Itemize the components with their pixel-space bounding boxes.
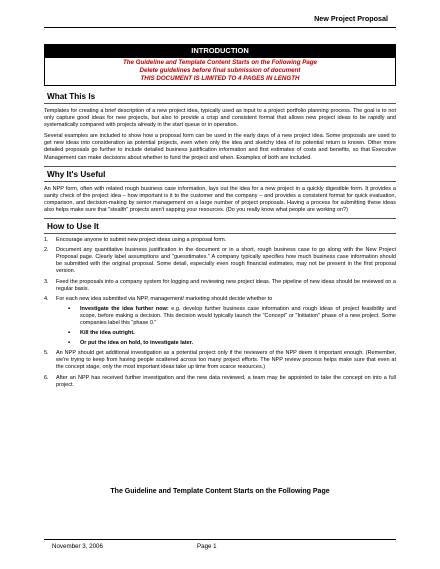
document-body	[44, 44, 396, 389]
list-number: 1.	[44, 237, 49, 244]
what-paragraph-1: Templates for creating a brief description of a new project idea, typically used as input to a project portfolio planning process. The goal is to not only capture good ideas for new projects, but also to provide a crisp and consistent format that allows new project ideas to be rapidly and systematically compared with projects already in the start queue or in operation.	[44, 108, 396, 129]
list-text: Encourage anyone to submit new project ideas using a proposal form.	[56, 237, 227, 244]
list-text: For each new idea submitted via NPP, management/ marketing should decide whether to	[56, 295, 273, 302]
list-number: 2.	[44, 247, 49, 254]
footer-date: November 3, 2006	[52, 543, 103, 550]
list-item	[44, 350, 396, 371]
how-steps-list-continued	[44, 350, 396, 388]
footer-page-number: Page 1	[197, 543, 217, 550]
closing-note: The Guideline and Template Content Starts on the Following Page	[110, 488, 330, 495]
list-text: After an NPP has received further investigation and the new data reviewed, a team may be appointed to take the concept on into a full project.	[56, 374, 396, 388]
list-text: Document any quantitative business justification in the document or in a short, rough business case to go along with the New Project Proposal page. Clearly label assumptions and "guesstimates." A company typically specifies how much business case information should be submitted with the original proposal. Some detail, especially even rough financial estimates, may not be present in the first proposal version.	[56, 247, 396, 275]
section-heading-how-to-use: How to Use It	[44, 218, 396, 234]
bullet-text	[80, 330, 396, 337]
bullet-bold-text: Or put the idea on hold, to investigate later.	[80, 340, 194, 347]
list-item	[44, 279, 396, 293]
bullet-text	[80, 306, 396, 327]
square-bullet-icon: ▪	[68, 330, 71, 337]
list-number: 6.	[44, 374, 49, 381]
intro-line-2: Delete guidelines before final submission of document	[139, 67, 301, 74]
section-heading-why-useful: Why It's Useful	[44, 166, 396, 182]
list-number: 5.	[44, 350, 49, 357]
list-number: 3.	[44, 278, 49, 285]
bullet-rest-text: e.g. develop further business case information and rough ideas of project feasibility and scope, before making a decision. This decision would typically launch the "Concept" or "Initiation" phase of a new project. Some companies label this "phase 0."	[80, 305, 396, 326]
intro-line-1: The Guideline and Template Content Starts on the Following Page	[122, 59, 317, 66]
bullet-item	[68, 330, 396, 337]
bullet-item	[68, 306, 396, 327]
list-item	[44, 237, 396, 244]
list-number: 4.	[44, 295, 49, 302]
document-header-title: New Project Proposal	[314, 14, 388, 23]
intro-line-3: THIS DOCUMENT IS LIMITED TO 4 PAGES IN LENGTH	[140, 75, 300, 82]
list-text: Feed the proposals into a company system for logging and reviewing new project ideas. The pipeline of new ideas should be reviewed on a regular basis.	[56, 278, 396, 292]
decision-bullet-list	[68, 306, 396, 347]
list-item	[44, 375, 396, 389]
header-rule	[44, 27, 396, 28]
what-paragraph-2: Several examples are included to show how a proposal form can be used in the early days of a new project idea. Some proposals are used to get new ideas into consideration as potential projects, even when only the idea and sketchy idea of its potential return is known. Other more detailed proposals go further to include detailed business justification information and first estimates of costs and benefits, so that Executive Management can make decisions about whether to fund the project and when. Examples of both are included.	[44, 133, 396, 161]
list-item	[44, 247, 396, 275]
list-text: An NPP should get additional investigation as a potential project only if the reviewers of the NPP deem it important enough. (Remember, we're trying to keep from having people scattered across too many project efforts. The NPP review process helps make sure that even at the concept stage, only the most important ideas take up time from scarce resources.)	[56, 350, 396, 371]
bullet-text	[80, 340, 396, 347]
list-item	[44, 296, 396, 303]
why-paragraph-1: An NPP form, often with related rough business case information, lays out the idea for a new project in a quickly digestible form. It provides a sanity check of the project idea – how important is it to the customer and the company – and provides a consistent format for quick evaluation, comparison, and decision-making by senior management on a large number of project proposals. Having a process for submitting these ideas also helps make sure that "stealth" projects aren't sapping your resources. (Do you really know what people are working on?)	[44, 185, 396, 213]
bullet-item	[68, 340, 396, 347]
footer-rule	[44, 539, 396, 540]
section-heading-what-this-is: What This Is	[44, 89, 396, 104]
square-bullet-icon: ▪	[68, 340, 71, 347]
introduction-notice	[44, 58, 396, 86]
bullet-bold-text: Kill the idea outright.	[80, 330, 135, 337]
how-steps-list	[44, 237, 396, 303]
introduction-heading: INTRODUCTION	[44, 44, 396, 58]
square-bullet-icon: ▪	[68, 305, 71, 312]
bullet-bold-text: Investigate the idea further now:	[80, 305, 169, 312]
